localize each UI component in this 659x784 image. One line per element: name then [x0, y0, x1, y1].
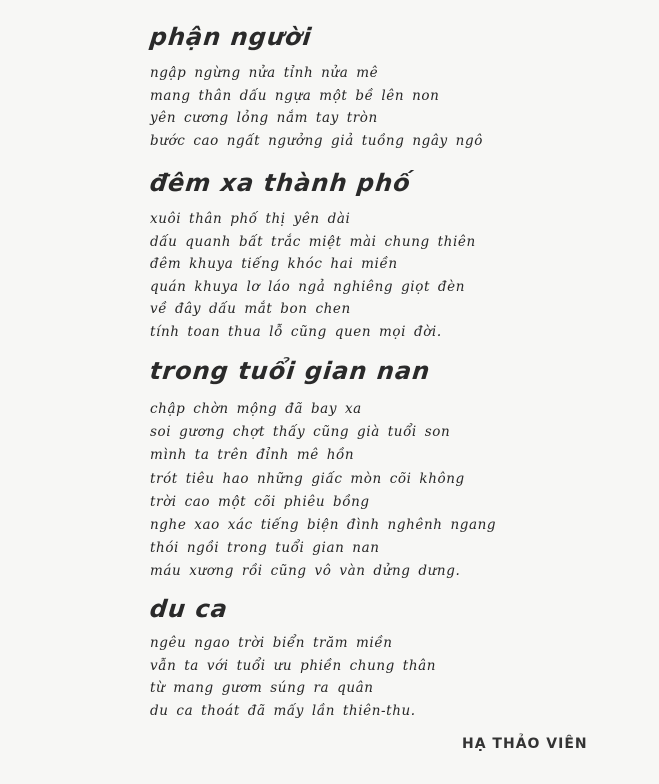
poem-line: du ca thoát đã mấy lần thiên-thu. [150, 702, 416, 719]
author-name: HẠ THẢO VIÊN [462, 736, 588, 752]
poem-line: máu xương rồi cũng vô vàn dửng dưng. [150, 563, 461, 580]
poem-line: thói ngồi trong tuổi gian nan [150, 540, 380, 557]
poem-line: về đây dấu mắt bon chen [150, 301, 351, 317]
poem-title: du ca [148, 595, 230, 623]
poem-line: xuôi thân phố thị yên dài [150, 211, 351, 227]
poem-du-ca [150, 594, 436, 722]
poem-title: phận người [148, 23, 314, 51]
poem-line: dấu quanh bất trắc miệt mài chung thiên [150, 233, 476, 250]
poem-line: trời cao một cõi phiêu bồng [150, 493, 370, 510]
poem-line: đêm khuya tiếng khóc hai miền [150, 256, 398, 272]
poem-line: yên cương lỏng nắm tay tròn [150, 110, 378, 126]
poem-line: chập chờn mộng đã bay xa [150, 401, 362, 417]
poem-line: từ mang gươm súng ra quân [150, 680, 374, 696]
poem-line: soi gương chợt thấy cũng già tuổi son [150, 424, 451, 441]
poem-title: trong tuổi gian nan [148, 357, 432, 385]
poem-line: mang thân dấu ngựa một bề lên non [150, 87, 440, 104]
poem-title: đêm xa thành phố [148, 169, 413, 197]
poem-line: ngập ngừng nửa tỉnh nửa mê [150, 65, 379, 81]
poem-phan-nguoi [150, 22, 483, 152]
poem-line: nghe xao xác tiếng biện đình nghênh ngang [150, 517, 497, 534]
poem-line: vẫn ta với tuổi ưu phiền chung thân [150, 657, 437, 674]
poem-line: trót tiêu hao những giấc mòn cõi không [150, 470, 465, 487]
poem-line: tính toan thua lỗ cũng quen mọi đời. [150, 323, 442, 340]
poem-line: quán khuya lơ láo ngả nghiêng giọt đèn [150, 278, 465, 295]
poem-dem-xa-thanh-pho [150, 168, 476, 343]
poem-line: mình ta trên đỉnh mê hồn [150, 447, 355, 464]
poem-line: ngêu ngao trời biển trăm miền [150, 635, 393, 651]
poem-line: bước cao ngất ngưởng giả tuồng ngây ngô [150, 132, 483, 149]
poem-trong-tuoi-gian-nan [150, 356, 496, 584]
